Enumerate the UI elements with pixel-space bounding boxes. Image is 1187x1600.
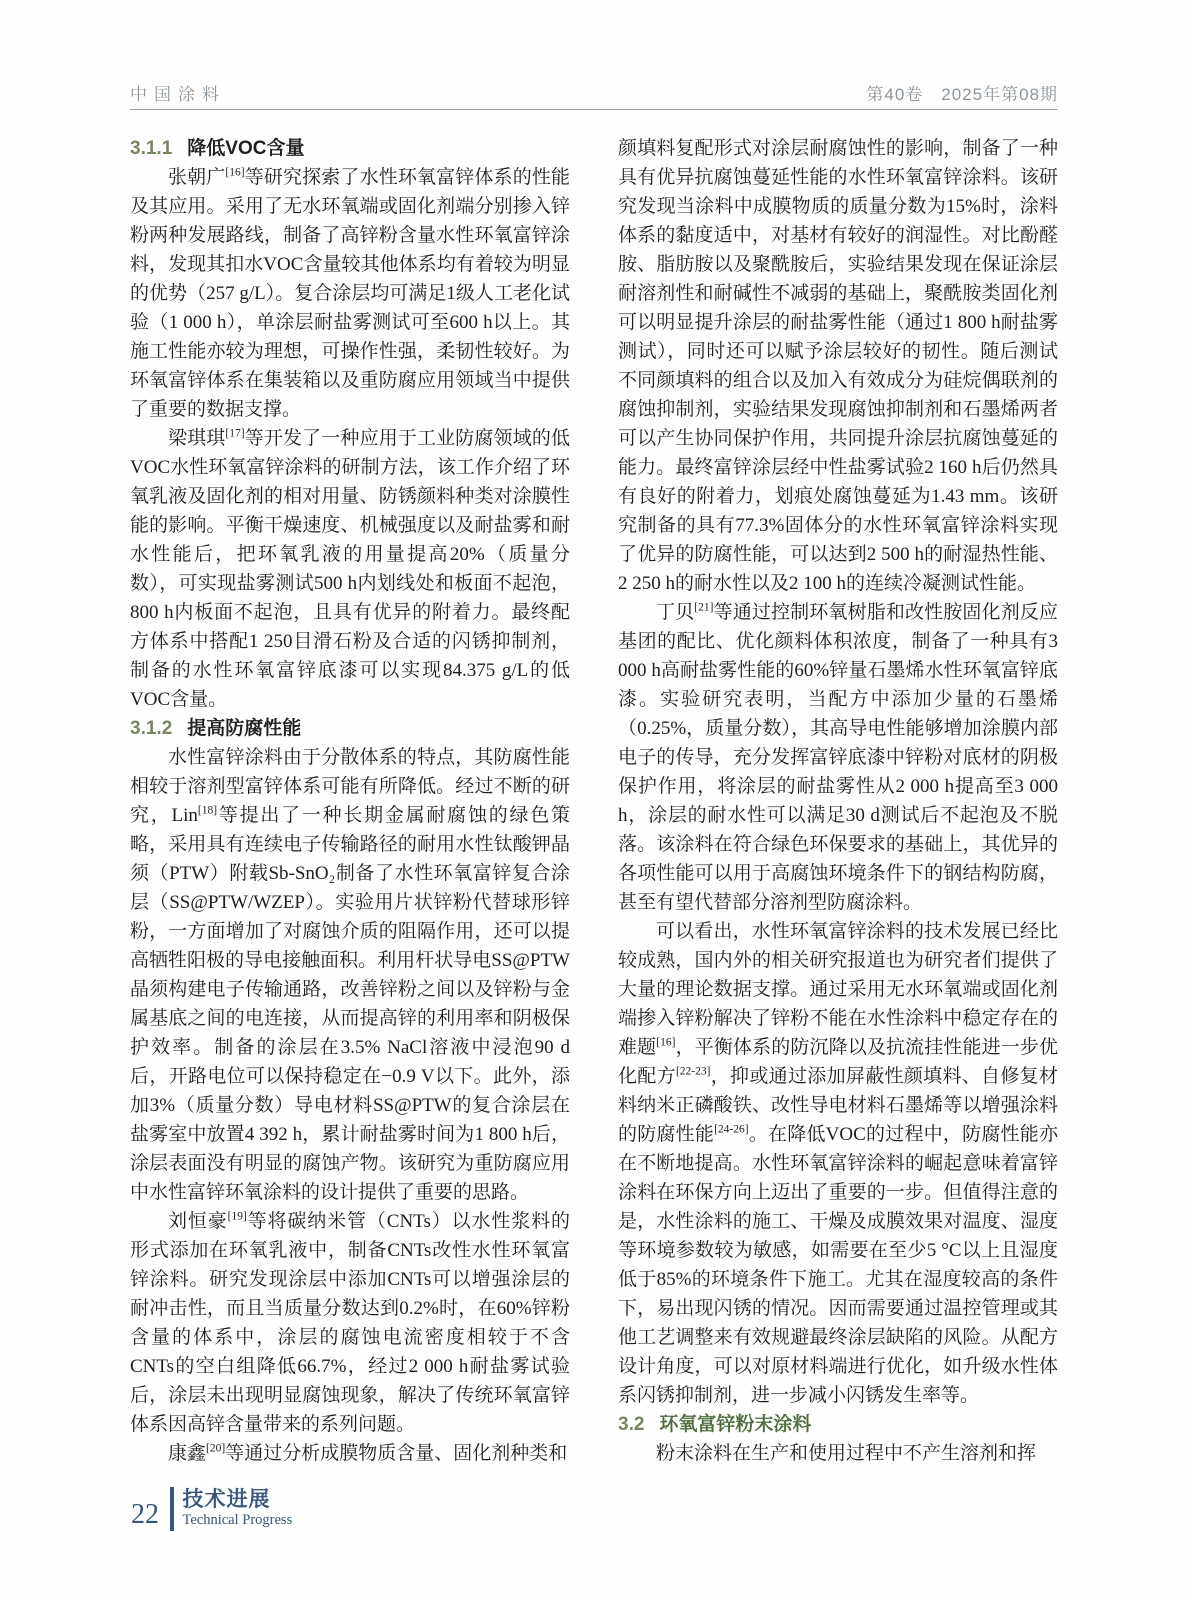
paragraph: 张朝广[16]等研究探索了水性环氧富锌体系的性能及其应用。采用了无水环氧端或固化剂端分别掺入锌粉两种发展路线，制备了高锌粉含量水性环氧富锌涂料，发现其扣水VOC含量较其他体系均有着较为明显的优势（257 g/L）。复合涂层均可满足1级人工老化试验（1 000 h），单涂层耐盐雾测试可至600 h以上。其施工性能亦较为理想，可操作性强，柔韧性较好。为环氧富锌体系在集装箱以及重防腐应用领域当中提供了重要的数据支撑。 [130, 166, 570, 420]
paragraph: 水性富锌涂料由于分散体系的特点，其防腐性能相较于溶剂型富锌体系可能有所降低。经过不断的研究，Lin[18]等提出了一种长期金属耐腐蚀的绿色策略，采用具有连续电子传输路径的耐用水性钛酸钾晶须（PTW）附载Sb-SnO₂制备了水性环氧富锌复合涂层（SS@PTW/WZEP）。实验用片状锌粉代替球形锌粉，一方面增加了对腐蚀介质的阻隔作用，还可以提高牺牲阳极的导电接触面积。利用杆状导电SS@PTW晶须构建电子传输通路，改善锌粉之间以及锌粉与金属基底之间的电连接，从而提高锌的利用率和阴极保护效率。制备的涂层在3.5% NaCl溶液中浸泡90 d后，开路电位可以保持稳定在−0.9 V以下。此外，添加3%（质量分数）导电材料SS@PTW的复合涂层在盐雾室中放置4 392 h，累计耐盐雾时间为1 800 h后，涂层表面没有明显的腐蚀产物。该研究为重防腐应用中水性富锌环氧涂料的设计提供了重要的思路。 [130, 747, 570, 1203]
header-divider [130, 109, 1058, 110]
reference-superscript: [16] [656, 1036, 676, 1049]
page-footer [131, 1487, 292, 1531]
reference-superscript: [22-23] [675, 1065, 711, 1078]
reference-superscript: [16] [225, 166, 245, 179]
page-number: 22 [131, 1498, 159, 1530]
section-heading-3.1.1 [130, 134, 570, 163]
paragraph: 粉末涂料在生产和使用过程中不产生溶剂和挥 [656, 1443, 1037, 1464]
volume-issue: 第40卷 2025年第08期 [866, 85, 1058, 104]
right-column [618, 134, 1058, 1468]
footer-section-en: Technical Progress [182, 1512, 293, 1529]
paragraph: 可以看出，水性环氧富锌涂料的技术发展已经比较成熟，国内外的相关研究报道也为研究者们提供了大量的理论数据支撑。通过采用无水环氧端或固化剂端掺入锌粉解决了锌粉不能在水性涂料中稳定存在的难题[16]，平衡体系的防沉降以及抗流挂性能进一步优化配方[22-23]，抑或通过添加屏蔽性颜填料、自修复材料纳米正磷酸铁、改性导电材料石墨烯等以增强涂料的防腐性能[24-26]。在降低VOC的过程中，防腐性能亦在不断地提高。水性环氧富锌涂料的崛起意味着富锌涂料在环保方向上迈出了重要的一步。但值得注意的是，水性涂料的施工、干燥及成膜效果对温度、湿度等环境参数较为敏感，如需要在至少5 °C以上且湿度低于85%的环境条件下施工。尤其在湿度较高的条件下，易出现闪锈的情况。因而需要通过温控管理或其他工艺调整来有效规避最终涂层缺陷的风险。从配方设计角度，可以对原材料端进行优化，如升级水性体系闪锈抑制剂，进一步减小闪锈发生率等。 [618, 921, 1058, 1406]
reference-superscript: [17] [225, 427, 245, 440]
journal-title: 中国涂料 [130, 85, 226, 104]
paragraph: 颜填料复配形式对涂层耐腐蚀性的影响，制备了一种具有优异抗腐蚀蔓延性能的水性环氧富锌涂料。该研究发现当涂料中成膜物质的质量分数为15%时，涂料体系的黏度适中，对基材有较好的润湿性。对比酚醛胺、脂肪胺以及聚酰胺后，实验结果发现在保证涂层耐溶剂性和耐碱性不减弱的基础上，聚酰胺类固化剂可以明显提升涂层的耐盐雾性能（通过1 800 h耐盐雾测试），同时还可以赋予涂层较好的韧性。随后测试不同颜填料的组合以及加入有效成分为硅烷偶联剂的腐蚀抑制剂，实验结果发现腐蚀抑制剂和石墨烯两者可以产生协同保护作用，共同提升涂层抗腐蚀蔓延的能力。最终富锌涂层经中性盐雾试验2 160 h后仍然具有良好的附着力，划痕处腐蚀蔓延为1.43 mm。该研究制备的具有77.3%固体分的水性环氧富锌涂料实现了优异的防腐性能，可以达到2 500 h的耐湿热性能、2 250 h的耐水性以及2 100 h的连续冷凝测试性能。 [618, 138, 1058, 594]
footer-section-block [183, 1487, 293, 1531]
reference-superscript: [24-26] [714, 1123, 749, 1136]
left-column [130, 134, 570, 1468]
section-number: 3.1.2 [130, 718, 173, 739]
reference-superscript: [21] [694, 601, 714, 614]
section-title: 环氧富锌粉末涂料 [659, 1414, 812, 1435]
section-heading-3.1.2 [130, 714, 570, 743]
section-heading-3.2 [618, 1410, 1058, 1439]
paragraph: 梁琪琪[17]等开发了一种应用于工业防腐领域的低VOC水性环氧富锌涂料的研制方法，该工作介绍了环氧乳液及固化剂的相对用量、防锈颜料种类对涂膜性能的影响。平衡干燥速度、机械强度以及耐盐雾和耐水性能后，把环氧乳液的用量提高20%（质量分数），可实现盐雾测试500 h内划线处和板面不起泡，800 h内板面不起泡，且具有优异的附着力。最终配方体系中搭配1 250目滑石粉及合适的闪锈抑制剂，制备的水性环氧富锌底漆可以实现84.375 g/L的低VOC含量。 [130, 427, 570, 710]
reference-superscript: [18] [197, 804, 218, 817]
article-body [130, 134, 1058, 1468]
reference-superscript: [20] [206, 1442, 226, 1455]
section-title: 降低VOC含量 [187, 138, 305, 159]
footer-divider [170, 1487, 174, 1531]
section-number: 3.2 [618, 1414, 645, 1435]
reference-superscript: [19] [227, 1210, 247, 1223]
paragraph: 丁贝[21]等通过控制环氧树脂和改性胺固化剂反应基团的配比、优化颜料体积浓度，制备了一种具有3 000 h高耐盐雾性能的60%锌量石墨烯水性环氧富锌底漆。实验研究表明，当配方中添加少量的石墨烯（0.25%，质量分数），其高导电性能够增加涂膜内部电子的传导，充分发挥富锌底漆中锌粉对底材的阴极保护作用，将涂层的耐盐雾性从2 000 h提高至3 000 h，涂层的耐水性可以满足30 d测试后不起泡及不脱落。该涂料在符合绿色环保要求的基础上，其优异的各项性能可以用于高腐蚀环境条件下的钢结构防腐，甚至有望代替部分溶剂型防腐涂料。 [618, 601, 1058, 913]
section-number: 3.1.1 [130, 138, 173, 159]
paragraph: 刘恒豪[19]等将碳纳米管（CNTs）以水性浆料的形式添加在环氧乳液中，制备CNTs改性水性环氧富锌涂料。研究发现涂层中添加CNTs可以增强涂层的耐冲击性，而且当质量分数达到0.2%时，在60%锌粉含量的体系中，涂层的腐蚀电流密度相较于不含CNTs的空白组降低66.7%，经过2 000 h耐盐雾试验后，涂层未出现明显腐蚀现象，解决了传统环氧富锌体系因高锌含量带来的系列问题。 [130, 1210, 570, 1435]
paragraph: 康鑫[20]等通过分析成膜物质含量、固化剂种类和 [168, 1442, 568, 1464]
page-header [130, 80, 1058, 105]
section-title: 提高防腐性能 [187, 718, 302, 739]
footer-section-cn: 技术进展 [182, 1488, 271, 1511]
